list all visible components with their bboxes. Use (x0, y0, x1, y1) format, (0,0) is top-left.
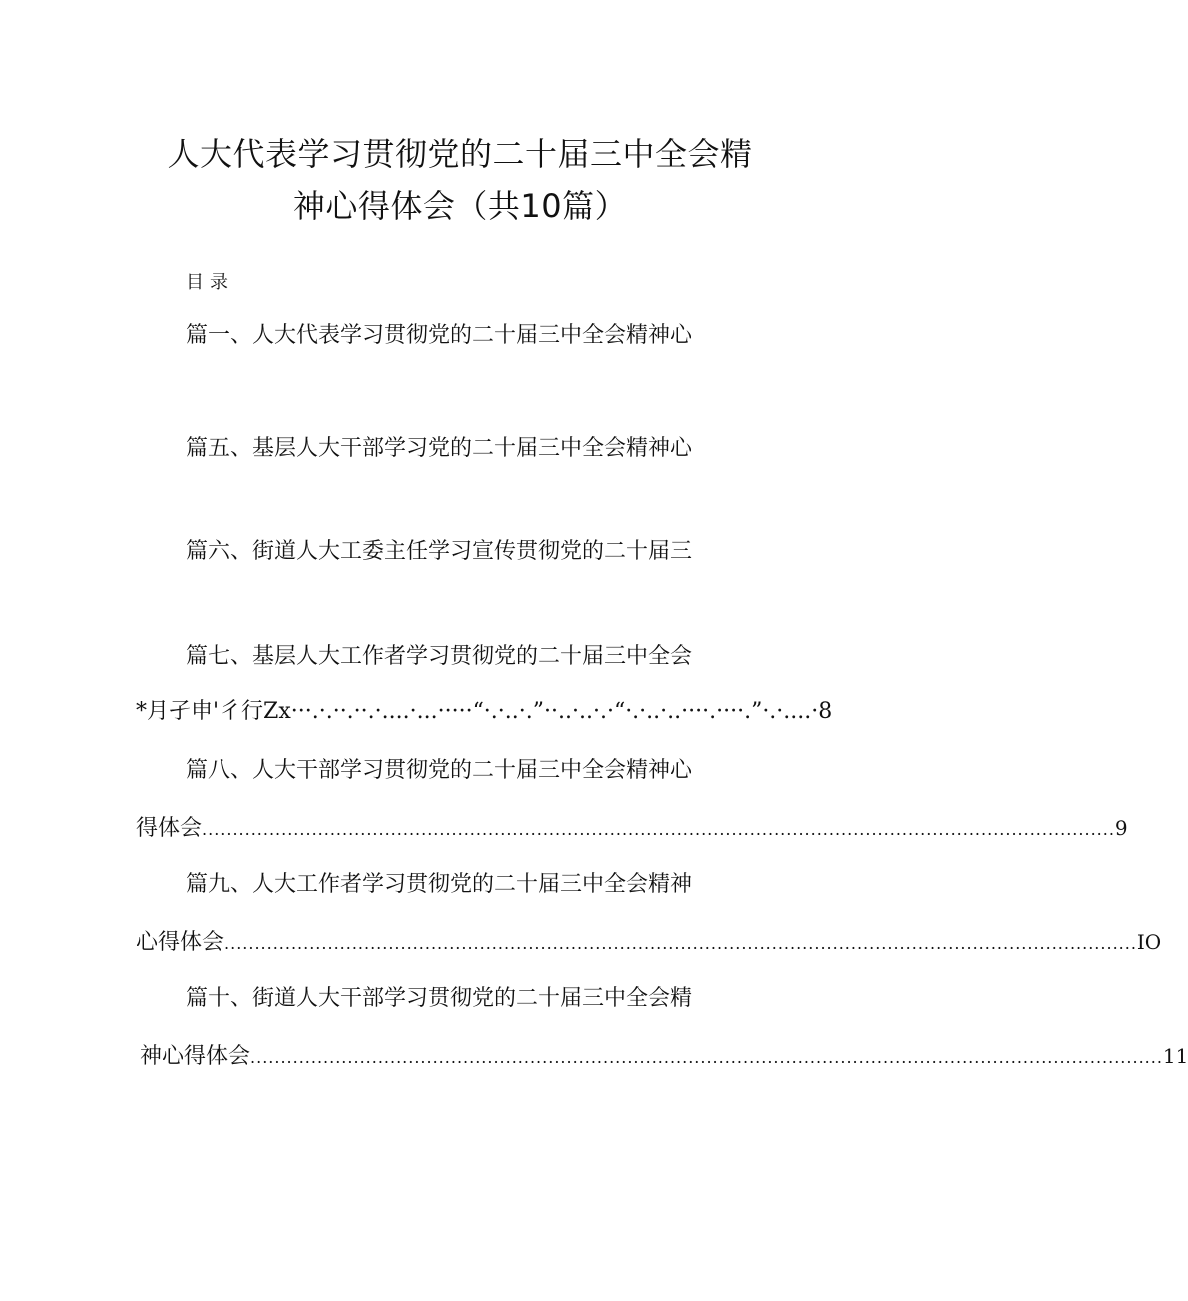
toc-heading: 目录 (186, 272, 234, 293)
toc-entry-5-title: 篇五、基层人大干部学习党的二十届三中全会精神心 (186, 436, 693, 461)
toc-entry-9-leader: ...................................................................................................................................................... (224, 934, 1137, 953)
toc-entry-10-continuation: 神心得体会 (140, 1044, 251, 1069)
document-title-line-1: 人大代表学习贯彻党的二十届三中全会精 (167, 135, 753, 173)
toc-entry-10-leader: ...................................................................................................................................................... (250, 1048, 1163, 1067)
toc-entry-9-continuation-row (136, 928, 1162, 958)
toc-entry-8-leader: ...................................................................................................................................................... (202, 820, 1115, 839)
toc-entry-10-page: 11 (1162, 1044, 1188, 1068)
toc-entry-8-page: 9 (1114, 816, 1128, 840)
toc-entry-10-title: 篇十、街道人大干部学习贯彻党的二十届三中全会精 (186, 986, 693, 1011)
toc-entry-6-title: 篇六、街道人大工委主任学习宣传贯彻党的二十届三 (186, 539, 693, 564)
toc-entry-8-title: 篇八、人大干部学习贯彻党的二十届三中全会精神心 (186, 758, 693, 783)
toc-entry-7-title: 篇七、基层人大工作者学习贯彻党的二十届三中全会 (186, 644, 693, 669)
toc-entry-8-continuation: 得体会 (136, 816, 203, 841)
toc-entry-1-title: 篇一、人大代表学习贯彻党的二十届三中全会精神心 (186, 323, 693, 348)
toc-entry-10-continuation-row (140, 1042, 1188, 1072)
toc-entry-7-continuation: *月孑申'彳行Zx···.·.··.··.·....·...·····“·.·..·.”··..·..·.·“·.·..·..····.····.”·.·....·8 (136, 699, 833, 724)
toc-entry-9-continuation: 心得体会 (136, 930, 225, 955)
toc-entry-9-title: 篇九、人大工作者学习贯彻党的二十届三中全会精神 (186, 872, 693, 897)
document-title-line-2: 神心得体会（共10篇） (292, 187, 628, 225)
toc-entry-9-page: IO (1136, 930, 1162, 954)
toc-entry-8-continuation-row (136, 814, 1128, 844)
